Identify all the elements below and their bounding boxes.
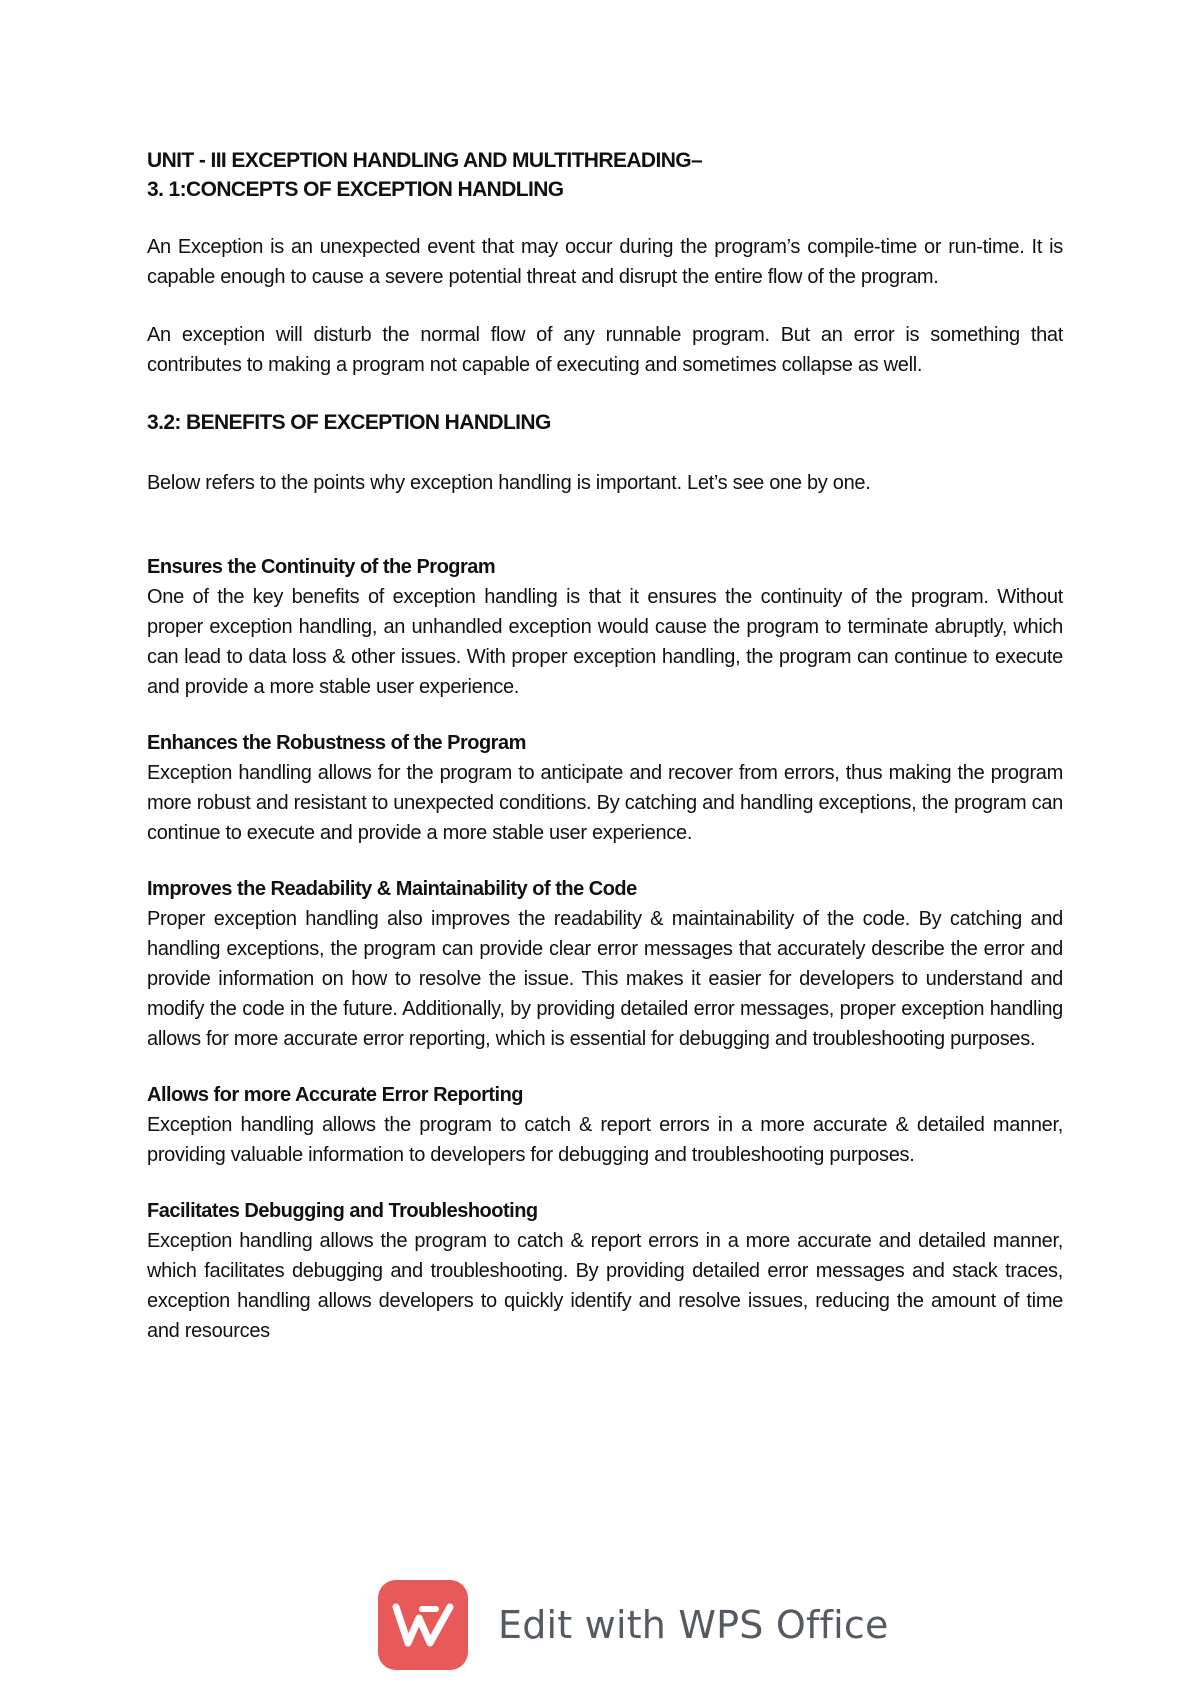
unit-title: UNIT - III EXCEPTION HANDLING AND MULTITHREADING– xyxy=(147,149,703,172)
wps-watermark-text: Edit with WPS Office xyxy=(498,1603,889,1647)
benefit-title: Ensures the Continuity of the Program xyxy=(147,556,496,578)
wps-logo-glyph xyxy=(392,1603,454,1647)
intro-paragraph-1: An Exception is an unexpected event that may occur during the program’s compile-time or run-time. It is capable enough to cause a severe potential threat and disrupt the entire flow of the program. xyxy=(147,236,1063,288)
intro-paragraph-2: An exception will disturb the normal flow of any runnable program. But an error is something that contributes to making a program not capable of executing and sometimes collapse as well. xyxy=(147,324,1063,376)
section-3-2-heading: 3.2: BENEFITS OF EXCEPTION HANDLING xyxy=(147,411,551,434)
benefit-body: Exception handling allows the program to catch & report errors in a more accurate & detailed manner, providing valuable information to developers for debugging and troubleshooting purposes. xyxy=(147,1114,1063,1166)
benefit-item xyxy=(147,728,1063,848)
wps-logo-icon xyxy=(378,1580,468,1670)
benefit-item xyxy=(147,874,1063,1054)
benefits-lead: Below refers to the points why exception handling is important. Let’s see one by one. xyxy=(147,472,871,494)
benefit-item xyxy=(147,1196,1063,1346)
wps-watermark-banner[interactable] xyxy=(378,1580,889,1670)
document-page xyxy=(147,146,1063,1346)
benefit-item xyxy=(147,1080,1063,1170)
benefit-title: Enhances the Robustness of the Program xyxy=(147,732,526,754)
benefit-body: One of the key benefits of exception handling is that it ensures the continuity of the program. Without proper exception handling, an unhandled exception would cause the program to terminate abruptly, which can lead to data loss & other issues. With proper exception handling, the program can continue to execute and provide a more stable user experience. xyxy=(147,586,1063,698)
benefit-title: Improves the Readability & Maintainability of the Code xyxy=(147,878,637,900)
benefit-body: Exception handling allows for the program to anticipate and recover from errors, thus making the program more robust and resistant to unexpected conditions. By catching and handling exceptions, the program can continue to execute and provide a more stable user experience. xyxy=(147,762,1063,844)
section-3-1-title: 3. 1:CONCEPTS OF EXCEPTION HANDLING xyxy=(147,178,564,201)
benefit-title: Facilitates Debugging and Troubleshooting xyxy=(147,1200,538,1222)
benefit-body: Exception handling allows the program to catch & report errors in a more accurate and detailed manner, which facilitates debugging and troubleshooting. By providing detailed error messages and stack traces, exception handling allows developers to quickly identify and resolve issues, reducing the amount of time and resources xyxy=(147,1230,1063,1342)
benefit-body: Proper exception handling also improves the readability & maintainability of the code. By catching and handling exceptions, the program can provide clear error messages that accurately describe the error and provide information on how to resolve the issue. This makes it easier for developers to understand and modify the code in the future. Additionally, by providing detailed error messages, proper exception handling allows for more accurate error reporting, which is essential for debugging and troubleshooting purposes. xyxy=(147,908,1063,1050)
benefit-title: Allows for more Accurate Error Reporting xyxy=(147,1084,523,1106)
benefit-item xyxy=(147,552,1063,702)
